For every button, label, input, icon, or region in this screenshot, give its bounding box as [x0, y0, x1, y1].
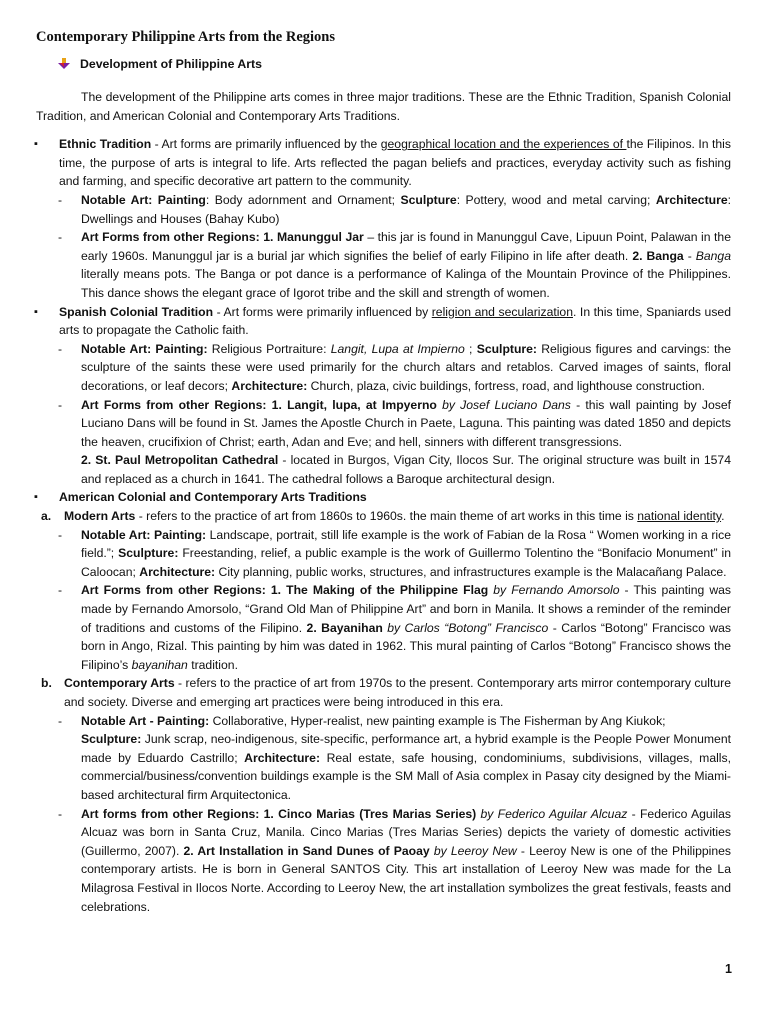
italic-text: by Josef Luciano Dans	[436, 397, 571, 412]
text: - Leeroy New is one of the Philippines contemporary artists. He is born in General SANTOS City. This art installation of Leeroy New was made for the La Milagrosa Festival in Ilocos Norte. According to Leeroy New, the art installation symbolizes the great festivals, feasts and celebrations.	[81, 843, 731, 914]
text: tradition.	[187, 657, 238, 672]
ethnic-notable-art	[36, 191, 731, 228]
label: Notable Art - Painting:	[81, 713, 210, 728]
ethnic-text-end: the Filipinos. In this time, the purpose of arts is integral to life. Arts reflected the pagan beliefs and practices, everyday activity such as fishing and farming, and specific decorative art pattern to the community.	[59, 137, 731, 189]
dash-marker: -	[58, 230, 63, 245]
text: Collaborative, Hyper-realist, new painting example is The Fisherman by Ang Kiukok;	[209, 713, 666, 728]
label: Notable Art: Painting:	[81, 341, 208, 356]
italic-text: by Fernando Amorsolo	[488, 583, 620, 598]
italic-text: bayanihan	[131, 657, 188, 672]
text: - Federico Aguilas Alcuaz was born in Santa Cruz, Manila. Cinco Marias (Tres Marias Series) depicts the variety of domestic activities (Guillermo, 2007).	[81, 806, 731, 858]
text: Freestanding, relief, a public example is the work of Guillermo Tolentino the “Bonifacio Monument” in Caloocan;	[81, 546, 731, 579]
text: Real estate, safe housing, condominiums, subdivisions, villages, malls, commercial/business/convention buildings example is the SM Mall of Asia complex in Pasay city designed by the Miami-based architectural firm Arquitectonica.	[81, 750, 731, 802]
text: – this jar is found in Manunggul Cave, Lipuun Point, Palawan in the early 1960s. Manunggul jar is a burial jar which signifies the belief of early Filipino in life after death.	[81, 230, 731, 263]
italic-text: Langit, Lupa at Impierno	[330, 341, 465, 356]
alpha-marker: b.	[41, 676, 52, 691]
section-heading-text: Development of Philippine Arts	[80, 57, 262, 71]
text: - Art forms were primarily influenced by	[213, 304, 432, 319]
label: 2. St. Paul Metropolitan Cathedral	[81, 453, 279, 468]
italic-text: by Federico Aguilar Alcuaz	[476, 806, 628, 821]
ethnic-tradition-item	[36, 135, 731, 191]
alpha-marker: a.	[41, 509, 52, 524]
contemporary-arts-item	[36, 674, 731, 711]
label: Sculpture:	[476, 341, 537, 356]
ethnic-other-regions	[36, 228, 731, 302]
label: Architecture:	[231, 378, 308, 393]
label: Notable Art: Painting	[81, 192, 206, 207]
document-body	[36, 88, 731, 916]
text: - refers to the practice of art from 1860s to 1960s. the main theme of art works in this time is	[135, 509, 638, 524]
text: Church, plaza, civic buildings, fortress, road, and lighthouse construction.	[307, 378, 705, 393]
spanish-other-regions	[36, 396, 731, 452]
spanish-label: Spanish Colonial Tradition	[59, 304, 214, 319]
ethnic-label: Ethnic Tradition	[59, 137, 152, 152]
label: Art Forms from other Regions: 1. Manunggul Jar	[81, 230, 364, 245]
label: Architecture:	[244, 750, 321, 765]
label: Sculpture	[400, 192, 457, 207]
text: Landscape, portrait, still life example is the work of Fabian de la Rosa “ Women working in a rice field.”;	[81, 527, 731, 561]
page-title: Contemporary Philippine Arts from the Regions	[36, 29, 335, 45]
text: Junk scrap, neo-indigenous, site-specific, performance art, a hybrid example is the People Power Monument made by Eduardo Castrillo;	[81, 732, 731, 765]
label: Art Forms from other Regions: 1. Langit, lupa, at Impyerno	[81, 397, 437, 412]
label: 2. Bayanihan	[306, 620, 383, 635]
text: .	[721, 509, 725, 524]
label: Architecture:	[139, 564, 216, 579]
spanish-notable-art	[36, 340, 731, 396]
text: : Body adornment and Ornament;	[205, 192, 401, 207]
modern-other-regions	[36, 581, 731, 674]
text: - this wall painting by Josef Luciano Dans will be found in St. James the Apostle Church in Paete, Laguna. This painting was dated 1850 and depicts the heaven, crucifixion of Christ; earth, Adan and Eve; and hell, sinners with different transgressions.	[81, 397, 731, 449]
text: City planning, public works, structures, and infrastructures example is the Malacañang Palace.	[215, 564, 727, 579]
ethnic-underline: geographical location and the experiences of	[380, 137, 627, 152]
italic-text: Banga	[695, 248, 731, 263]
label: Notable Art: Painting:	[81, 527, 207, 542]
text: . In this time, Spaniards used arts to propagate the Catholic faith.	[59, 304, 731, 338]
text: - refers to the practice of art from 1970s to the present. Contemporary arts mirror contemporary culture and society. Diverse and emerging art practices were being introduced in this era.	[64, 676, 731, 709]
italic-text: by Carlos “Botong” Francisco	[382, 620, 549, 635]
american-label: American Colonial and Contemporary Arts Traditions	[59, 490, 367, 505]
dash-marker: -	[58, 527, 63, 542]
dash-marker: -	[58, 397, 63, 412]
text: - This painting was made by Fernando Amorsolo, “Grand Old Man of Philippine Art” and born in Manila. It shows a reminder of the reminder of traditions and customs of the Filipino.	[81, 583, 731, 635]
page-number: 1	[725, 962, 732, 976]
dash-marker: -	[58, 583, 63, 598]
dash-marker: -	[58, 806, 63, 821]
text: literally means pots. The Banga or pot dance is a performance of Kalinga of the Mountain Province of the Philippines. This dance shows the elegant grace of Igorot tribe and the skill and strength of women.	[81, 267, 731, 300]
text: : Dwellings and Houses (Bahay Kubo)	[81, 192, 731, 226]
label: Sculpture:	[118, 546, 179, 561]
spanish-underline: religion and secularization	[431, 304, 573, 319]
section-heading	[58, 57, 262, 71]
text: -	[683, 248, 696, 263]
contemporary-other-regions	[36, 805, 731, 917]
arrow-bullet-icon	[58, 58, 70, 70]
intro-paragraph: The development of the Philippine arts comes in three major traditions. These are the Ethnic Tradition, Spanish Colonial Tradition, and American Colonial and Contemporary Arts Traditions.	[36, 90, 731, 123]
text: - Carlos “Botong” Francisco was born in Ango, Rizal. This painting by him was dated in 1962. This mural painting of Carlos “Botong” Francisco shows the Filipino’s	[81, 620, 731, 672]
ethnic-text: - Art forms are primarily influenced by the	[151, 137, 381, 152]
contemporary-notable-art	[36, 712, 731, 805]
label: 2. Art Installation in Sand Dunes of Paoay	[183, 843, 430, 858]
text: - located in Burgos, Vigan City, Ilocos Sur. The original structure was built in 1574 and replaced as a church in 1641. The cathedral follows a Baroque architectural design.	[81, 453, 731, 486]
spanish-other-regions-2	[36, 451, 731, 488]
label: Art Forms from other Regions: 1. The Making of the Philippine Flag	[81, 583, 489, 598]
dash-marker: -	[58, 713, 63, 728]
label: Modern Arts	[64, 509, 136, 524]
label: Sculpture:	[81, 732, 142, 747]
spanish-tradition-item	[36, 303, 731, 340]
modern-arts-item	[36, 507, 731, 526]
american-tradition-item	[36, 488, 731, 507]
text: : Pottery, wood and metal carving;	[456, 192, 656, 207]
text: Religious Portraiture:	[207, 341, 331, 356]
text: Religious figures and carvings: the sculpture of the saints these were used primarily for the church altars and retablos. Carved images of saints, floral decorations, or leaf decors;	[81, 341, 731, 393]
italic-text: by Leeroy New	[429, 843, 517, 858]
modern-notable-art	[36, 526, 731, 582]
text: ;	[464, 341, 477, 356]
dash-marker: -	[58, 192, 63, 207]
modern-underline: national identity	[637, 509, 722, 524]
label: 2. Banga	[632, 248, 684, 263]
label: Art forms from other Regions: 1. Cinco Marias (Tres Marias Series)	[81, 806, 477, 821]
dash-marker: -	[58, 341, 63, 356]
label: Architecture	[655, 192, 728, 207]
label: Contemporary Arts	[64, 676, 175, 691]
